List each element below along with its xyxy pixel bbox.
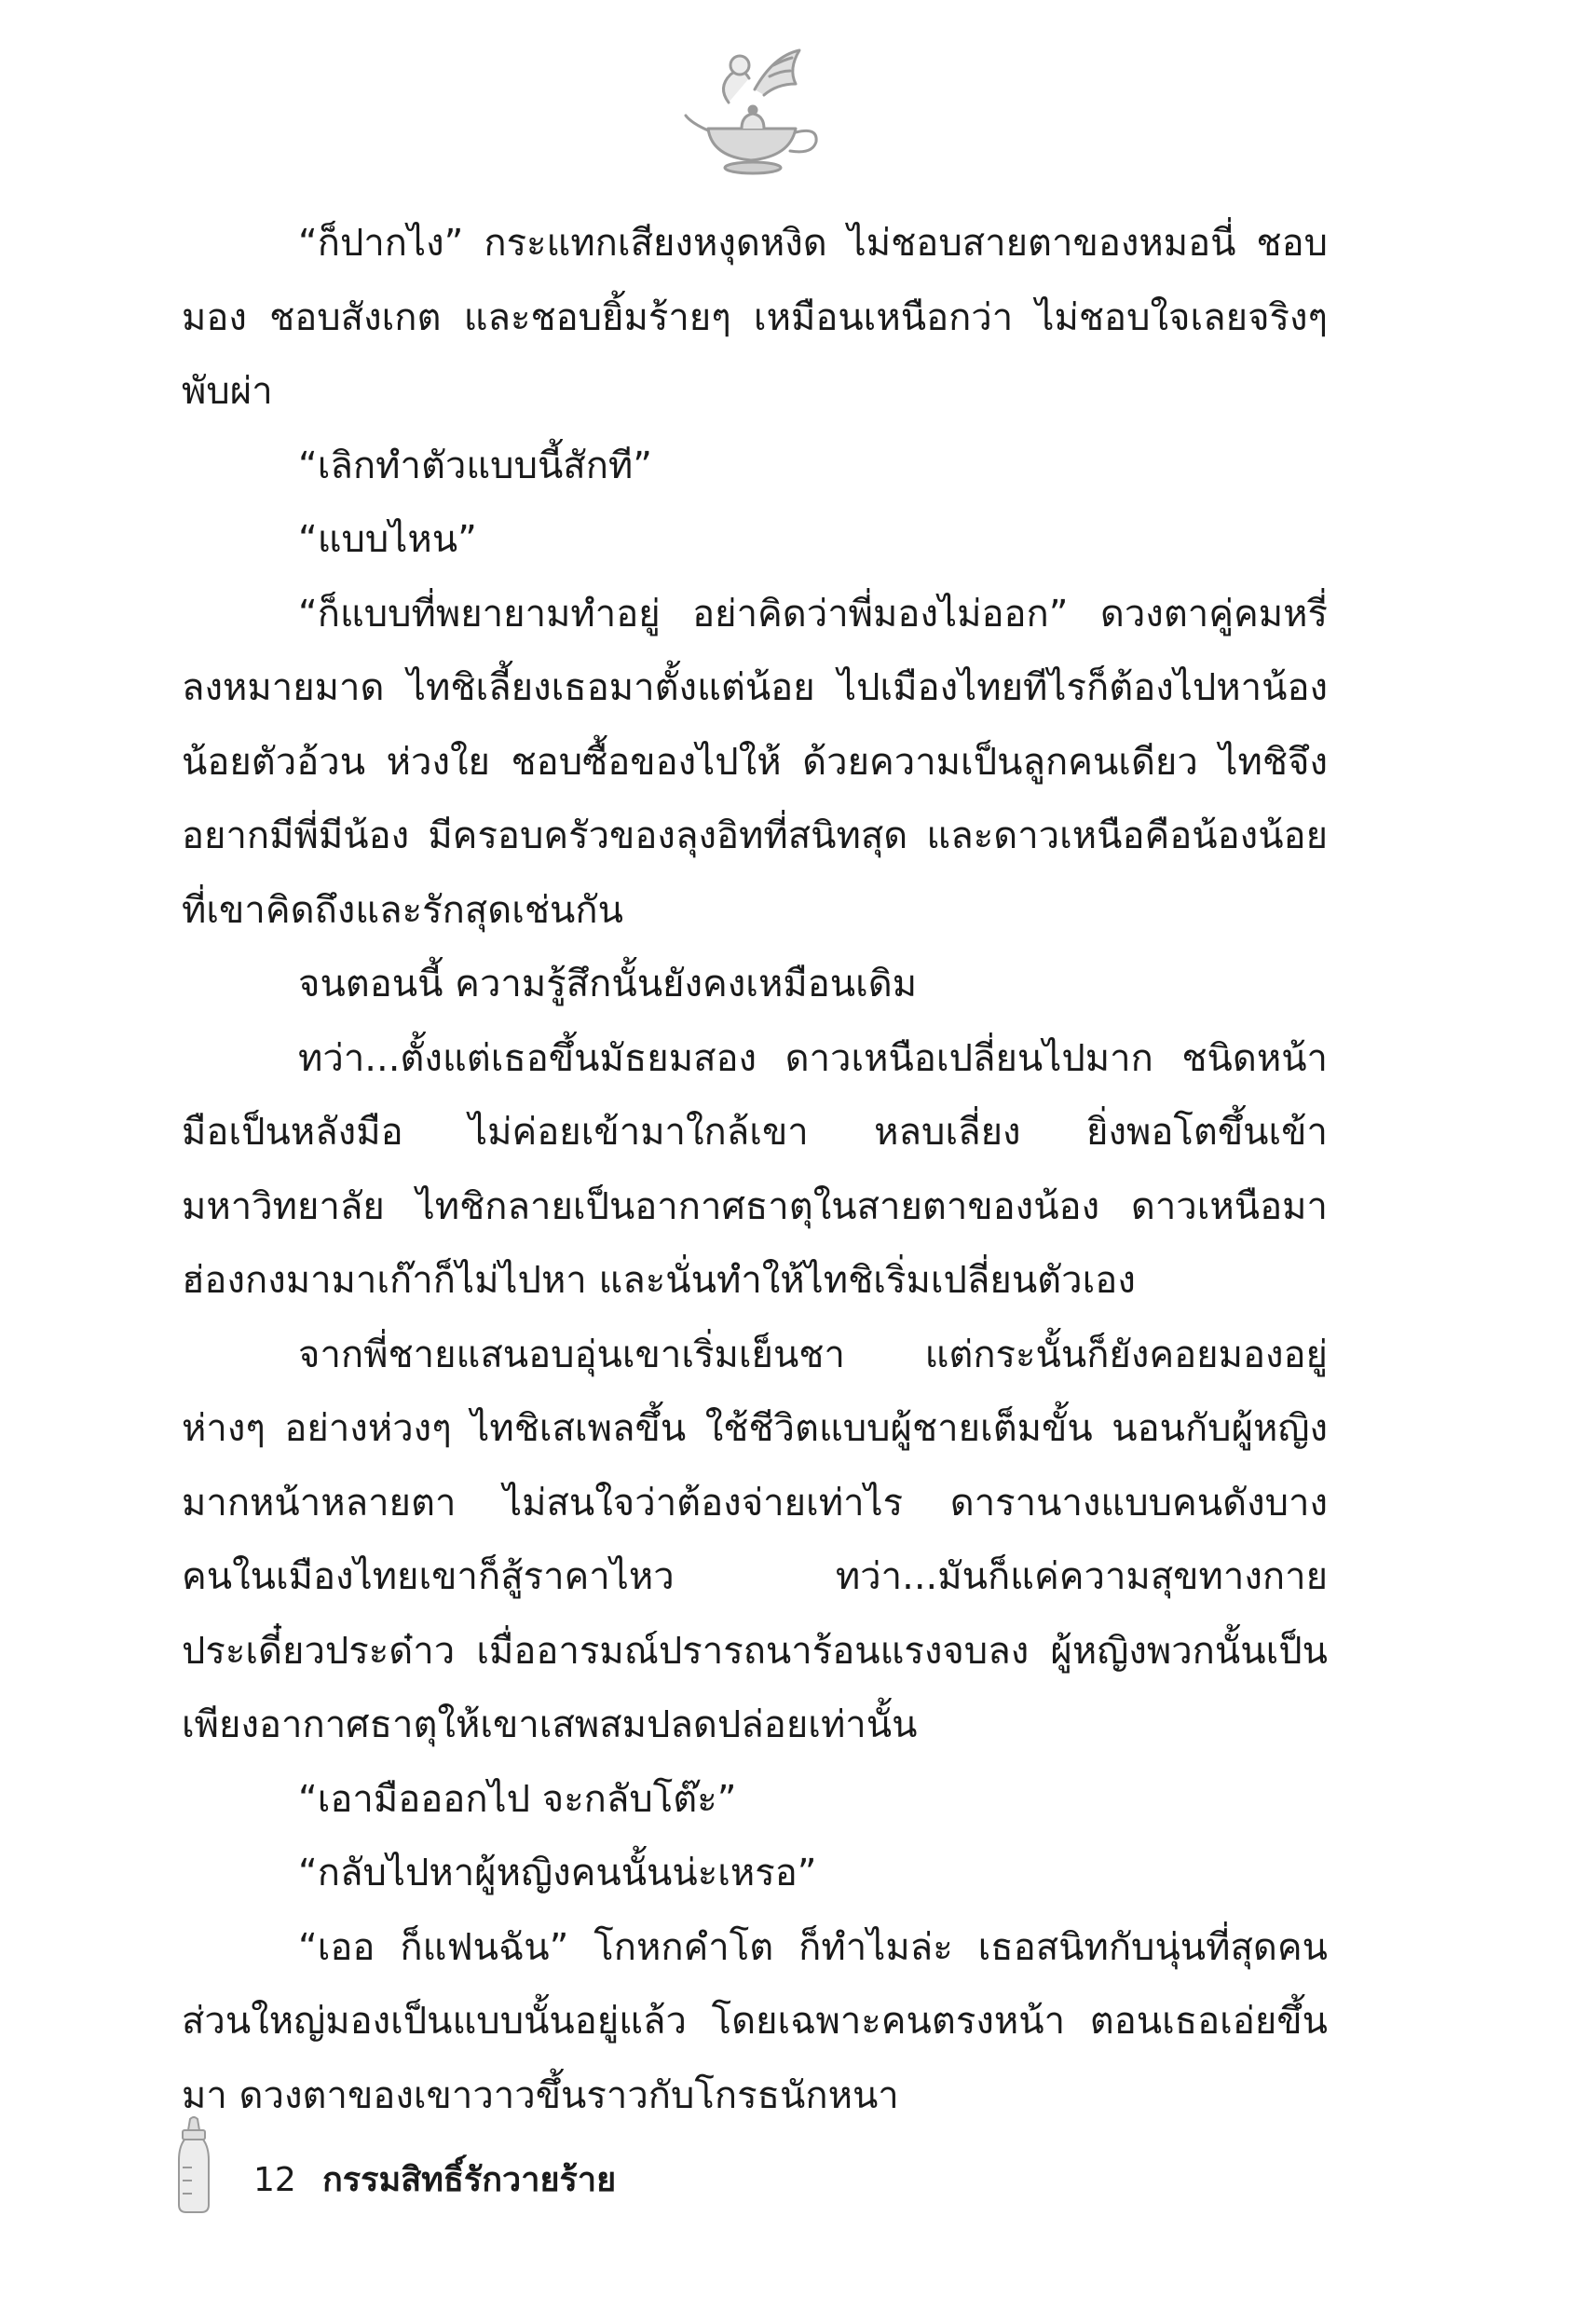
paragraph: “เลิกทำตัวแบบนี้สักที” (298, 444, 653, 487)
paragraph: “ก็ปากไง” กระแทกเสียงหงุดหงิด ไม่ชอบสายตาของหมอนี่ ชอบมอง ชอบสังเกต และชอบยิ้มร้ายๆ เหมือนเหนือกว่า ไม่ชอบใจเลยจริงๆ พับผ่า (182, 222, 1328, 413)
page-footer (166, 2115, 911, 2218)
paragraph: ทว่า...ตั้งแต่เธอขึ้นมัธยมสอง ดาวเหนือเปลี่ยนไปมาก ชนิดหน้ามือเป็นหลังมือ ไม่ค่อยเข้ามาใกล้เขา หลบเลี่ยง ยิ่งพอโตขึ้นเข้ามหาวิทยาลัย ไทชิกลายเป็นอากาศธาตุในสายตาของน้อง ดาวเหนือมาฮ่องกงมามาเก๊าก็ไม่ไปหา และนั่นทำให้ไทชิเริ่มเปลี่ยนตัวเอง (182, 1036, 1328, 1302)
paragraph: “เออ ก็แฟนฉัน” โกหกคำโต ก็ทำไมล่ะ เธอสนิทกับนุ่นที่สุดคนส่วนใหญ่มองเป็นแบบนั้นอยู่แล้ว โดยเฉพาะคนตรงหน้า ตอนเธอเอ่ยขึ้นมา ดวงตาของเขาวาวขึ้นราวกับโกรธนักหนา (182, 1925, 1328, 2117)
body-text (182, 207, 1328, 2133)
paragraph: “ก็แบบที่พยายามทำอยู่ อย่าคิดว่าพี่มองไม่ออก” ดวงตาคู่คมหรี่ลงหมายมาด ไทชิเลี้ยงเธอมาตั้งแต่น้อย ไปเมืองไทยทีไรก็ต้องไปหาน้องน้อยตัวอ้วน ห่วงใย ชอบซื้อของไปให้ ด้วยความเป็นลูกคนเดียว ไทชิจึงอยากมีพี่มีน้อง มีครอบครัวของลุงอิทที่สนิทสุด และดาวเหนือคือน้องน้อยที่เขาคิดถึงและรักสุดเช่นกัน (182, 592, 1328, 932)
baby-bottle-icon (166, 2115, 222, 2218)
paragraph: จากพี่ชายแสนอบอุ่นเขาเริ่มเย็นชา แต่กระนั้นก็ยังคอยมองอยู่ห่างๆ อย่างห่วงๆ ไทชิเสเพลขึ้น ใช้ชีวิตแบบผู้ชายเต็มขั้น นอนกับผู้หญิงมากหน้าหลายตา ไม่สนใจว่าต้องจ่ายเท่าไร ดารานางแบบคนดังบางคนในเมืองไทยเขาก็สู้ราคาไหว ทว่า...มันก็แค่ความสุขทางกายประเดี๋ยวประด๋าว เมื่ออารมณ์ปรารถนาร้อนแรงจบลง ผู้หญิงพวกนั้นเป็นเพียงอากาศธาตุให้เขาเสพสมปลดปล่อยเท่านั้น (182, 1333, 1328, 1746)
paragraph: จนตอนนี้ ความรู้สึกนั้นยังคงเหมือนเดิม (298, 963, 918, 1005)
paragraph: “เอามือออกไป จะกลับโต๊ะ” (298, 1777, 737, 1821)
paragraph: “กลับไปหาผู้หญิงคนนั้นน่ะเหรอ” (298, 1852, 817, 1894)
page-number: 12 (253, 2161, 296, 2199)
cupid-lamp-ornament-icon (680, 37, 829, 186)
paragraph: “แบบไหน” (298, 518, 477, 561)
book-title: กรรมสิทธิ์รักวายร้าย (322, 2161, 617, 2199)
